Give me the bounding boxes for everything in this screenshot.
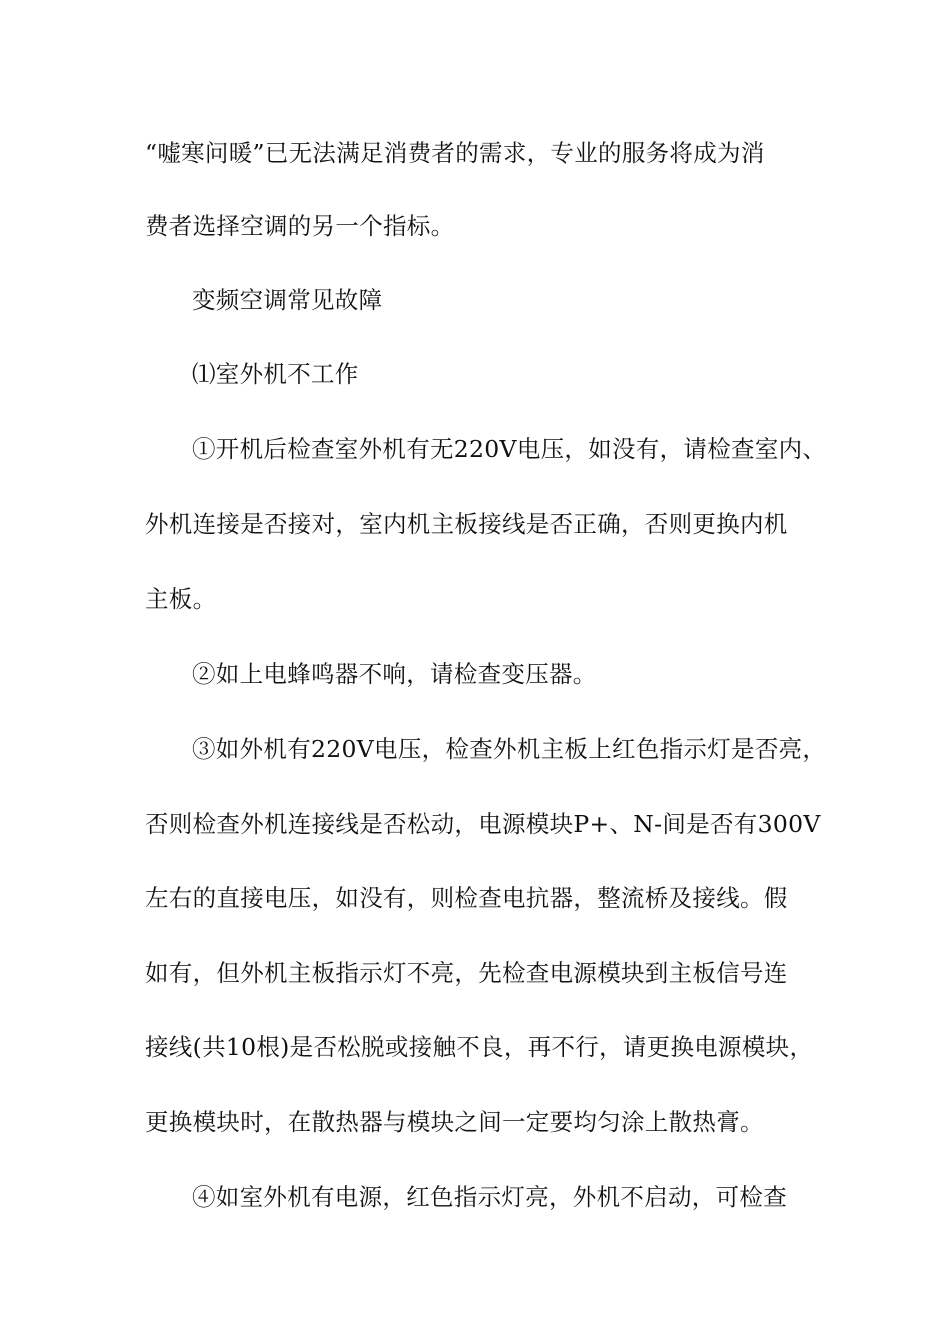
paragraph-line: ④如室外机有电源，红色指示灯亮，外机不启动，可检查 [192,1183,787,1211]
paragraph-line: 否则检查外机连接线是否松动，电源模块P+、N-间是否有300V [145,810,821,838]
paragraph-line: 如有，但外机主板指示灯不亮，先检查电源模块到主板信号连 [145,959,788,987]
paragraph-line: 接线(共10根)是否松脱或接触不良，再不行，请更换电源模块， [145,1033,814,1061]
section-heading: 变频空调常见故障 [192,286,383,314]
paragraph-line: 外机连接是否接对，室内机主板接线是否正确，否则更换内机 [145,510,788,538]
paragraph-line: 费者选择空调的另一个指标。 [145,212,455,240]
paragraph-line: 主板。 [145,585,217,613]
paragraph-line: 左右的直接电压，如没有，则检查电抗器，整流桥及接线。假 [145,884,788,912]
paragraph-line: “嘘寒问暖”已无法满足消费者的需求，专业的服务将成为消 [145,139,765,167]
paragraph-line: ①开机后检查室外机有无220V电压，如没有，请检查室内、 [192,435,827,463]
subsection-heading: ⑴室外机不工作 [192,360,359,388]
paragraph-line: 更换模块时，在散热器与模块之间一定要均匀涂上散热膏。 [145,1108,764,1136]
paragraph-line: ③如外机有220V电压，检查外机主板上红色指示灯是否亮， [192,735,827,763]
paragraph-line: ②如上电蜂鸣器不响，请检查变压器。 [192,660,597,688]
